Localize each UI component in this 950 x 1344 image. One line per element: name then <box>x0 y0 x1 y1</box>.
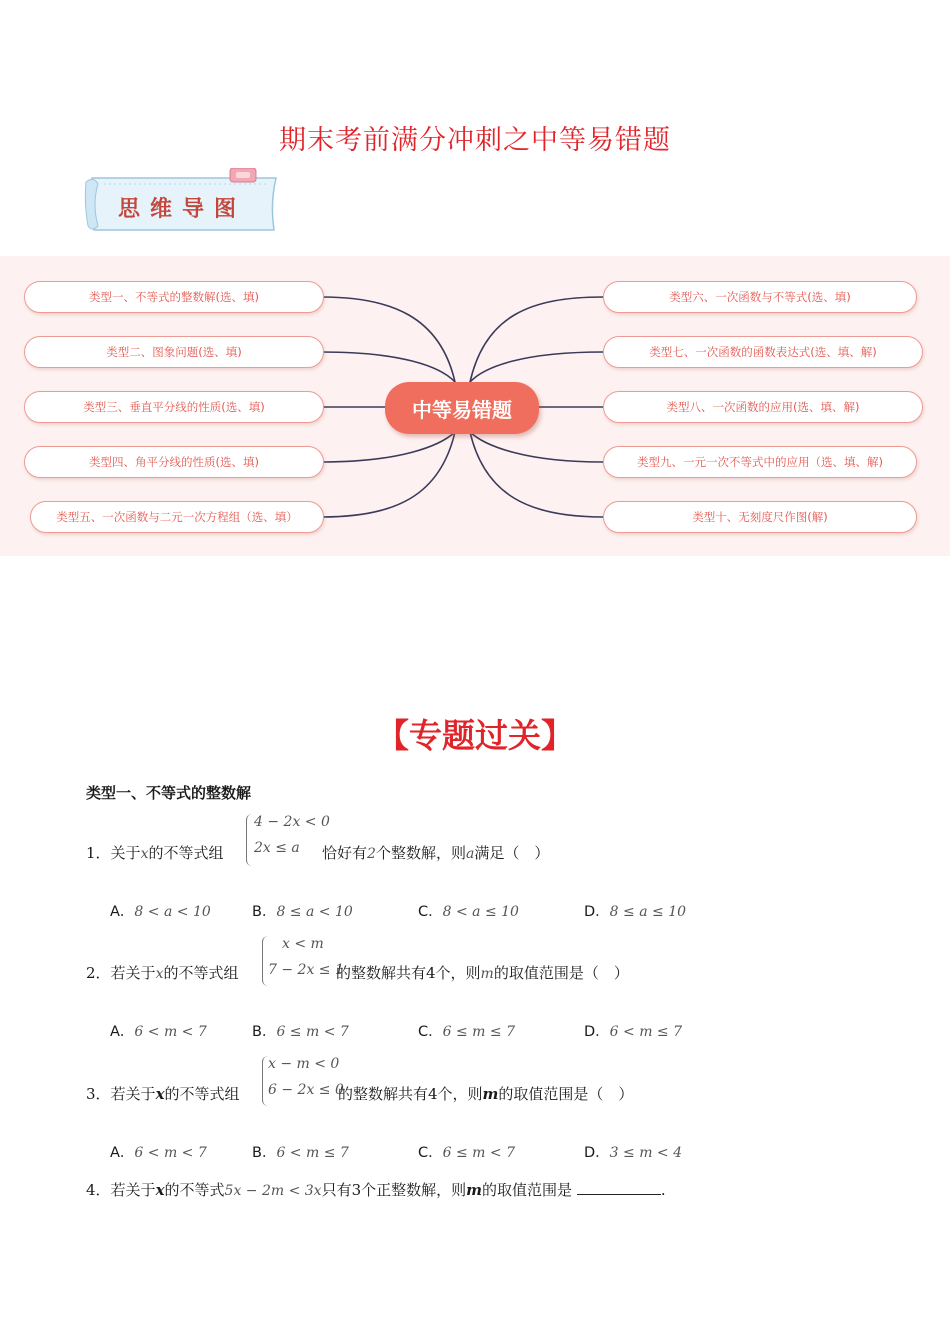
q1-system-line2: 2x ≤ a <box>254 840 300 856</box>
mindmap-node-type1: 类型一、不等式的整数解(选、填) <box>24 281 324 313</box>
q4-number: 4． <box>86 1181 111 1199</box>
mindmap-node-type8: 类型八、一次函数的应用(选、填、解) <box>603 391 923 423</box>
q1-n: 2 <box>367 846 376 862</box>
q3-option-a[interactable]: A．6 < m < 7 <box>110 1145 207 1161</box>
q1-brace <box>246 814 252 866</box>
q1-post2: 个整数解，则 <box>375 844 466 862</box>
q2-option-c[interactable]: C．6 ≤ m ≤ 7 <box>418 1024 515 1040</box>
mindmap-node-type4: 类型四、角平分线的性质(选、填) <box>24 446 324 478</box>
q2-number: 2． <box>86 964 111 982</box>
mindmap-node-type7: 类型七、一次函数的函数表达式(选、填、解) <box>603 336 923 368</box>
section-title: 【专题过关】 <box>376 716 574 755</box>
q3-post1: 的整数解共有4个，则 <box>338 1085 483 1103</box>
q1-stem-end <box>322 842 549 863</box>
q2-stem-start <box>86 962 238 983</box>
type-heading: 类型一、不等式的整数解 <box>86 784 252 802</box>
q1-post1: 恰好有 <box>322 844 368 862</box>
q2-post1: 的整数解共有4个，则 <box>336 964 481 982</box>
q1-pre: 关于 <box>110 844 141 862</box>
q4-pre: 若关于 <box>110 1181 156 1199</box>
q4-end: . <box>660 1181 666 1199</box>
q3-option-d[interactable]: D．3 ≤ m < 4 <box>584 1145 683 1161</box>
mindmap-center-node: 中等易错题 <box>385 382 539 434</box>
q4-var2: m <box>466 1181 483 1199</box>
page-title: 期末考前满分冲刺之中等易错题 <box>279 125 671 156</box>
q2-option-b[interactable]: B．6 ≤ m < 7 <box>252 1024 349 1040</box>
mindmap-node-type3: 类型三、垂直平分线的性质(选、填) <box>24 391 324 423</box>
mindmap-node-type10: 类型十、无刻度尺作图(解) <box>603 501 917 533</box>
q3-var2: m <box>482 1085 499 1103</box>
q3-pre: 若关于 <box>110 1085 156 1103</box>
q3-stem-end <box>338 1083 633 1104</box>
q1-option-a[interactable]: A．8 < a < 10 <box>110 904 211 920</box>
q4-post1: 只有3个正整数解，则 <box>321 1181 467 1199</box>
q1-option-d[interactable]: D．8 ≤ a ≤ 10 <box>584 904 687 920</box>
q2-option-d[interactable]: D．6 < m ≤ 7 <box>584 1024 683 1040</box>
q3-mid: 的不等式组 <box>164 1085 240 1103</box>
q1-number: 1． <box>86 844 111 862</box>
q1-option-c[interactable]: C．8 < a ≤ 10 <box>418 904 519 920</box>
q1-stem-start <box>86 842 223 863</box>
q1-var: x <box>140 846 149 862</box>
q3-option-b[interactable]: B．6 < m ≤ 7 <box>252 1145 349 1161</box>
q2-option-a[interactable]: A．6 < m < 7 <box>110 1024 207 1040</box>
q3-system-line2: 6 − 2x ≤ 0 <box>268 1082 344 1098</box>
mindmap-node-type6: 类型六、一次函数与不等式(选、填) <box>603 281 917 313</box>
q1-var2: a <box>465 846 475 862</box>
q2-mid: 的不等式组 <box>163 964 239 982</box>
q3-option-c[interactable]: C．6 ≤ m < 7 <box>418 1145 515 1161</box>
q1-system-line1: 4 − 2x < 0 <box>254 814 330 830</box>
q4-mid: 的不等式 <box>164 1181 225 1199</box>
q2-brace <box>262 936 268 986</box>
q2-var: x <box>155 966 164 982</box>
q3-var: x <box>155 1085 165 1103</box>
q3-stem-start <box>86 1083 240 1104</box>
q3-post2: 的取值范围是（ ） <box>498 1085 634 1103</box>
q2-var2: m <box>480 966 494 982</box>
mindmap-tag-label: 思维导图 <box>118 196 247 222</box>
q4-expr: 5x − 2m < 3x <box>224 1183 322 1199</box>
q4-var: x <box>155 1181 165 1199</box>
q1-option-b[interactable]: B．8 ≤ a < 10 <box>252 904 353 920</box>
q2-system-line1: x < m <box>282 936 324 952</box>
q3-number: 3． <box>86 1085 111 1103</box>
q2-stem-end <box>336 962 629 983</box>
q4-post2: 的取值范围是 <box>482 1181 573 1199</box>
q2-system-line2: 7 − 2x ≤ 1 <box>268 962 344 978</box>
q2-post2: 的取值范围是（ ） <box>493 964 629 982</box>
q4-stem <box>86 1179 666 1200</box>
q4-answer-blank[interactable] <box>577 1180 661 1195</box>
mindmap-node-type2: 类型二、图象问题(选、填) <box>24 336 324 368</box>
mindmap-node-type9: 类型九、一元一次不等式中的应用（选、填、解) <box>603 446 917 478</box>
q1-post3: 满足（ ） <box>474 844 550 862</box>
q1-mid: 的不等式组 <box>148 844 224 862</box>
q2-pre: 若关于 <box>110 964 156 982</box>
q3-system-line1: x − m < 0 <box>268 1056 340 1072</box>
mindmap-node-type5: 类型五、一次函数与二元一次方程组（选、填） <box>30 501 324 533</box>
